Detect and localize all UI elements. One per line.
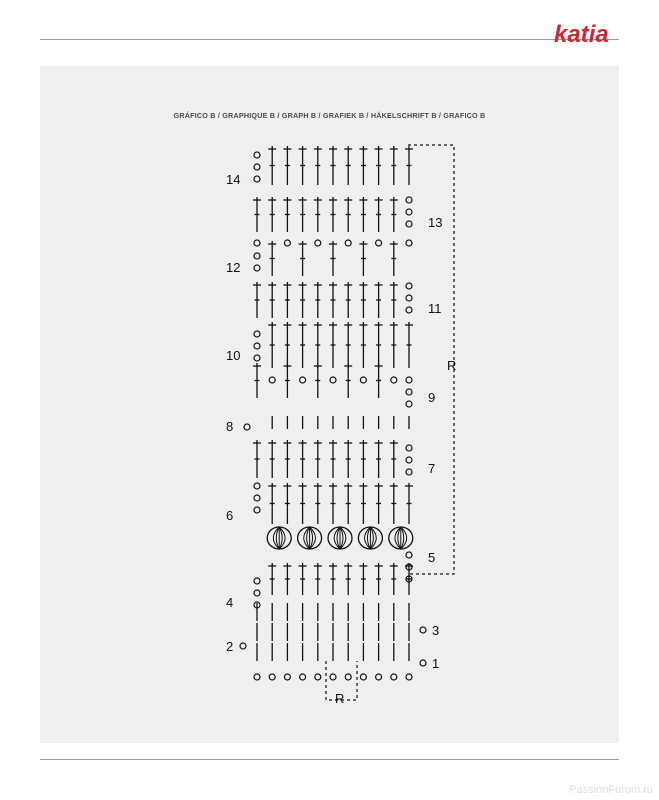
chain-stitch [254, 483, 260, 489]
row-number-label: 9 [428, 390, 436, 405]
footer-divider [40, 759, 619, 760]
chain-stitch [284, 674, 290, 680]
chain-stitch [330, 377, 336, 383]
chain-stitch [254, 495, 260, 501]
row-number-label: 8 [226, 419, 234, 434]
chain-stitch [254, 253, 260, 259]
chain-stitch [254, 343, 260, 349]
chart-title: GRÁFICO B / GRAPHIQUE B / GRAPH B / GRAFIEK B / HÄKELSCHRIFT B / GRAFICO B [173, 111, 486, 120]
chain-stitch [406, 377, 412, 383]
chain-stitch [330, 674, 336, 680]
chain-stitch [345, 240, 351, 246]
chain-stitch [315, 240, 321, 246]
chain-stitch [406, 674, 412, 680]
chain-stitch [300, 674, 306, 680]
stitch-symbols [240, 146, 426, 680]
row-number-label: 1 [432, 656, 440, 671]
chain-stitch [420, 660, 426, 666]
chain-stitch [376, 240, 382, 246]
chain-stitch [300, 377, 306, 383]
row-number-label: 3 [432, 623, 440, 638]
row-number-label: 13 [428, 215, 443, 230]
chain-stitch [360, 377, 366, 383]
chain-stitch [254, 164, 260, 170]
chain-stitch [376, 674, 382, 680]
chain-stitch [406, 221, 412, 227]
chain-stitch [244, 424, 250, 430]
chain-stitch [406, 197, 412, 203]
chain-stitch [284, 240, 290, 246]
row-number-label: 5 [428, 550, 436, 565]
repeat-label-side: R [447, 358, 457, 373]
chain-stitch [406, 307, 412, 313]
chain-stitch [406, 283, 412, 289]
watermark: PassionForum.ru [569, 784, 653, 796]
chain-stitch [406, 401, 412, 407]
chain-stitch [391, 377, 397, 383]
chain-stitch [406, 445, 412, 451]
row-number-label: 7 [428, 461, 436, 476]
chain-stitch [254, 240, 260, 246]
chain-stitch [406, 457, 412, 463]
chain-stitch [345, 674, 351, 680]
crochet-diagram [200, 135, 490, 715]
katia-logo [552, 18, 622, 50]
header-divider [40, 39, 619, 40]
chain-stitch [254, 590, 260, 596]
chain-stitch [406, 552, 412, 558]
row-number-label: 2 [226, 639, 234, 654]
chain-stitch [420, 627, 426, 633]
chain-stitch [406, 240, 412, 246]
row-number-label: 11 [428, 301, 442, 316]
chain-stitch [254, 265, 260, 271]
chain-stitch [269, 674, 275, 680]
row-number-label: 14 [226, 172, 241, 187]
repeat-label-bottom: R [335, 691, 345, 706]
chain-stitch [406, 209, 412, 215]
chain-stitch [254, 578, 260, 584]
row-number-label: 4 [226, 595, 234, 610]
logo-text: katia [554, 21, 609, 48]
chain-stitch [315, 674, 321, 680]
chain-stitch [254, 355, 260, 361]
chain-stitch [391, 674, 397, 680]
chain-stitch [406, 295, 412, 301]
chain-stitch [360, 674, 366, 680]
row-number-label: 6 [226, 508, 234, 523]
chain-stitch [240, 643, 246, 649]
row-number-label: 12 [226, 260, 241, 275]
chain-stitch [254, 507, 260, 513]
row-number-label: 10 [226, 348, 241, 363]
chain-stitch [406, 389, 412, 395]
chain-stitch [254, 176, 260, 182]
chain-stitch [406, 469, 412, 475]
chain-stitch [254, 152, 260, 158]
chain-stitch [269, 377, 275, 383]
chain-stitch [254, 674, 260, 680]
chain-stitch [254, 331, 260, 337]
